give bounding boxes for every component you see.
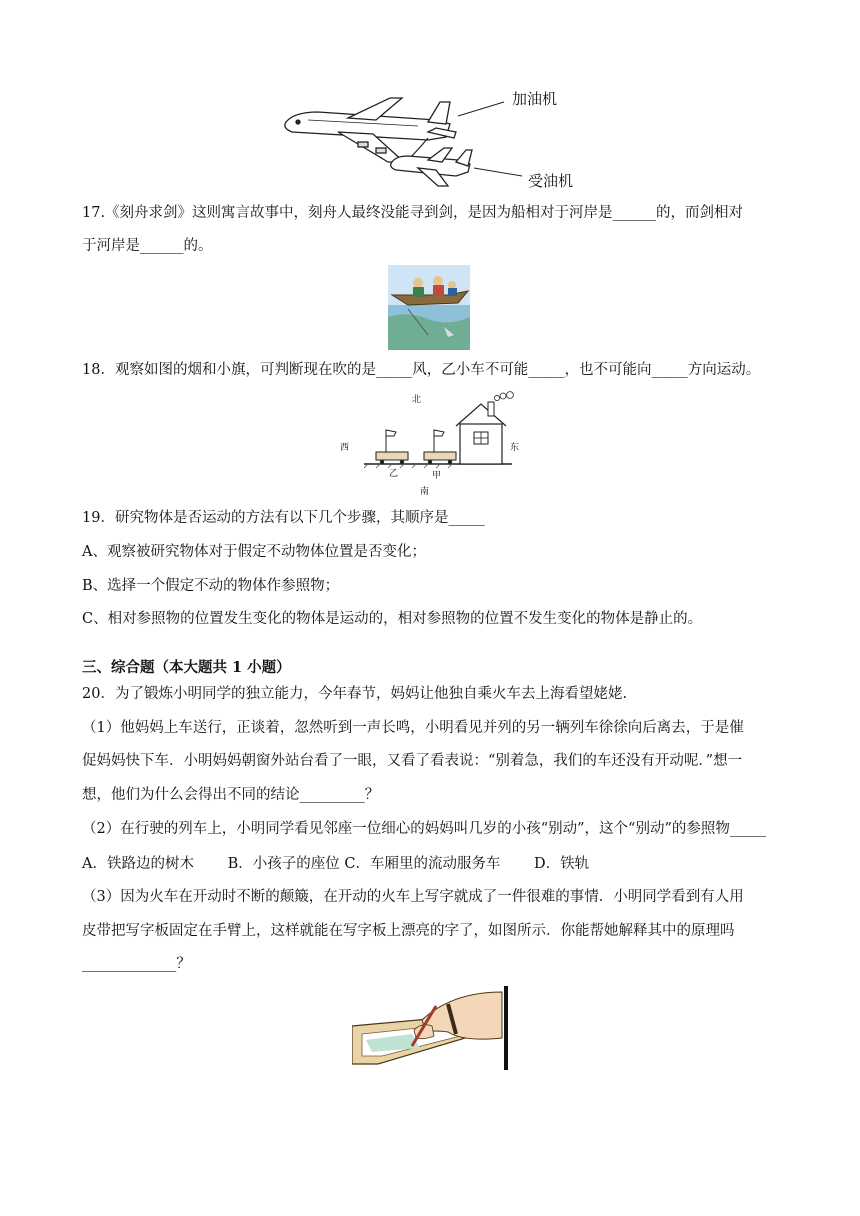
- q20-p2-line-1: （2）在行驶的列车上，小明同学看见邻座一位细心的妈妈叫几岁的小孩“别动”，这个“别动”的参照物_____: [82, 821, 767, 837]
- q19-option-c: C、相对参照物的位置发生变化的物体是运动的，相对参照物的位置不发生变化的物体是静止的。: [82, 611, 703, 627]
- writing-board-illustration: [352, 986, 508, 1070]
- direction-east: 东: [510, 443, 520, 453]
- q17-line-2: 于河岸是______的。: [82, 238, 213, 254]
- boat-sword-illustration: [388, 265, 470, 350]
- q20-p1-line-1: （1）他妈妈上车送行，正谈着，忽然听到一声长鸣，小明看见并列的另一辆列车徐徐向后离去，于是催: [82, 720, 744, 736]
- q19-option-a: A、观察被研究物体对于假定不动物体位置是否变化；: [82, 544, 426, 560]
- section-heading: 三、综合题（本大题共 1 小题）: [82, 659, 291, 676]
- tanker-label: 加油机: [512, 90, 558, 108]
- q19-option-b: B、选择一个假定不动的物体作参照物；: [82, 578, 340, 594]
- cart-jia-label: 甲: [432, 471, 442, 481]
- receiver-label: 受油机: [528, 172, 574, 190]
- q20-p2-options: A．铁路边的树木 B．小孩子的座位 C．车厢里的流动服务车 D．铁轨: [82, 856, 590, 872]
- q20-p1-line-2: 促妈妈快下车．小明妈妈朝窗外站台看了一眼，又看了看表说：“别着急，我们的车还没有开动呢．”想一: [82, 753, 743, 769]
- q20-p3-line-1: （3）因为火车在开动时不断的颠簸，在开动的火车上写字就成了一件很难的事情．小明同学看到有人用: [82, 889, 744, 905]
- q18-line: 18．观察如图的烟和小旗，可判断现在吹的是_____风，乙小车不可能_____，也不可能向_____方向运动。: [82, 362, 761, 378]
- q20-p1-line-3: 想，他们为什么会得出不同的结论_________？: [82, 787, 380, 803]
- refueling-figure: [278, 82, 588, 194]
- q20-stem: 20．为了锻炼小明同学的独立能力，今年春节，妈妈让他独自乘火车去上海看望姥姥.: [82, 686, 628, 702]
- q20-p3-line-3: _____________？: [82, 956, 191, 972]
- wind-carts-figure: [336, 388, 526, 497]
- direction-west: 西: [340, 443, 350, 453]
- q17-line-1: 17.《刻舟求剑》这则寓言故事中，刻舟人最终没能寻到剑，是因为船相对于河岸是______的，而剑相对: [82, 205, 744, 221]
- boat-sword-figure: [388, 265, 470, 350]
- q20-p3-line-2: 皮带把写字板固定在手臂上，这样就能在写字板上漂亮的字了，如图所示．你能帮她解释其中的原理吗: [82, 923, 735, 939]
- direction-south: 南: [420, 487, 430, 497]
- cart-yi-label: 乙: [389, 469, 399, 479]
- writing-board-figure: [352, 986, 508, 1070]
- direction-north: 北: [412, 395, 422, 405]
- wind-carts-illustration: [336, 388, 526, 494]
- q19-stem: 19．研究物体是否运动的方法有以下几个步骤，其顺序是_____: [82, 510, 485, 526]
